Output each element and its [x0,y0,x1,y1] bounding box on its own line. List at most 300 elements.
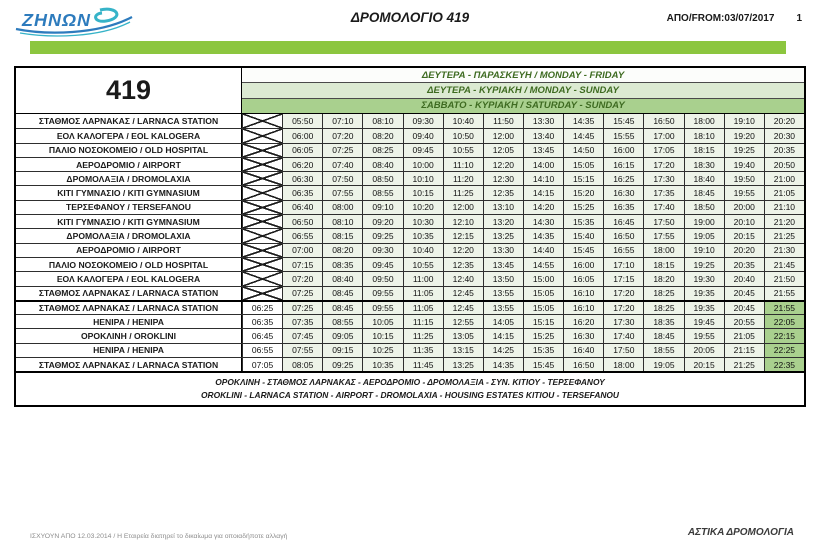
time-cell: 15:35 [563,215,603,228]
time-cell: 14:05 [483,315,523,328]
time-cell: 11:45 [403,358,443,371]
time-cell: 07:25 [322,144,362,157]
time-cell: 14:30 [523,215,563,228]
time-cell: 18:45 [684,186,724,199]
timetable-row [16,114,804,128]
time-cell: 17:50 [643,215,683,228]
station-cell: ΕΟΛ ΚΑΛΟΓΕΡΑ / EOL KALOGERA [16,272,242,285]
time-cell: 20:00 [724,201,764,214]
time-cell: 11:05 [403,302,443,314]
time-cell: 17:30 [603,315,643,328]
time-cell: 06:55 [242,344,282,357]
time-cell: 09:45 [362,258,402,271]
day-header-column [242,68,804,113]
time-cell: 21:30 [764,244,804,257]
time-cell: 06:25 [242,302,282,314]
time-cell: 14:15 [523,186,563,199]
time-cell: 20:20 [724,244,764,257]
time-cell: 08:05 [282,358,322,371]
time-cell: 20:40 [724,272,764,285]
time-cell: 11:35 [403,344,443,357]
time-cell: 12:20 [443,244,483,257]
time-cell: 17:50 [603,344,643,357]
from-label: ΑΠΟ/FROM:03/07/2017 [666,13,775,24]
time-cell: 22:25 [764,344,804,357]
timetable-row [16,314,804,328]
time-cell: 10:15 [362,329,402,342]
time-cell: 08:40 [362,158,402,171]
no-service-cross [242,172,282,185]
timetable-row [16,286,804,300]
time-cell: 18:40 [684,172,724,185]
time-cell: 21:25 [724,358,764,371]
time-cell: 22:15 [764,329,804,342]
time-cell: 06:55 [282,229,322,242]
station-cell: ΣΤΑΘΜΟΣ ΛΑΡΝΑΚΑΣ / LARNACA STATION [16,302,242,314]
time-cell: 08:20 [362,129,402,142]
timetable-row [16,343,804,357]
time-cell: 21:10 [764,201,804,214]
time-cell: 16:00 [563,258,603,271]
time-cell: 11:20 [443,172,483,185]
time-cell: 16:20 [563,315,603,328]
time-cell: 13:10 [483,201,523,214]
time-cell: 21:45 [764,258,804,271]
route-description [16,371,804,405]
time-cell: 08:55 [362,186,402,199]
service-category: ΑΣΤΙΚΑ ΔΡΟΜΟΛΟΓΙΑ [687,527,794,538]
time-cell: 10:55 [403,258,443,271]
time-cell: 19:05 [684,229,724,242]
time-cell: 06:35 [282,186,322,199]
station-cell: ΠΑΛΙΟ ΝΟΣΟΚΟΜΕΙΟ / OLD HOSPITAL [16,258,242,271]
timetable-row [16,228,804,242]
time-cell: 13:25 [483,229,523,242]
timetable-row [16,128,804,142]
time-cell: 12:35 [443,258,483,271]
time-cell: 18:25 [643,287,683,300]
time-cell: 16:10 [563,302,603,314]
time-cell: 12:45 [443,287,483,300]
time-cell: 12:30 [483,172,523,185]
time-cell: 16:25 [603,172,643,185]
no-service-cross [242,129,282,142]
time-cell: 14:40 [523,244,563,257]
time-cell: 14:00 [523,158,563,171]
time-cell: 13:50 [483,272,523,285]
time-cell: 17:55 [643,229,683,242]
time-cell: 21:25 [764,229,804,242]
time-cell: 17:05 [643,144,683,157]
time-cell: 08:45 [322,287,362,300]
time-cell: 19:10 [724,114,764,128]
time-cell: 15:25 [563,201,603,214]
time-cell: 18:55 [643,344,683,357]
time-cell: 07:55 [322,186,362,199]
time-cell: 16:50 [643,114,683,128]
time-cell: 12:10 [443,215,483,228]
day-header-monday-sunday: ΔΕΥΤΕΡΑ - ΚΥΡΙΑΚΗ / MONDAY - SUNDAY [242,82,804,97]
time-cell: 15:25 [523,329,563,342]
time-cell: 16:10 [563,287,603,300]
time-cell: 20:45 [724,302,764,314]
time-cell: 21:05 [764,186,804,199]
time-cell: 15:35 [523,344,563,357]
time-cell: 10:10 [403,172,443,185]
time-cell: 15:00 [523,272,563,285]
time-cell: 08:00 [322,201,362,214]
time-cell: 16:50 [603,229,643,242]
green-divider-bar [30,41,786,54]
time-cell: 20:10 [724,215,764,228]
time-cell: 17:30 [643,172,683,185]
time-cell: 08:35 [322,258,362,271]
time-cell: 06:00 [282,129,322,142]
time-cell: 12:00 [443,201,483,214]
time-cell: 18:20 [643,272,683,285]
time-cell: 14:25 [483,344,523,357]
time-cell: 12:45 [443,302,483,314]
time-cell: 09:55 [362,287,402,300]
no-service-cross [242,158,282,171]
time-cell: 11:25 [443,186,483,199]
time-cell: 07:10 [322,114,362,128]
time-cell: 16:45 [603,215,643,228]
time-cell: 22:35 [764,358,804,371]
time-cell: 10:35 [362,358,402,371]
time-cell: 21:00 [764,172,804,185]
timetable-row [16,157,804,171]
time-cell: 07:20 [282,272,322,285]
time-cell: 10:25 [362,344,402,357]
time-cell: 07:45 [282,329,322,342]
time-cell: 18:00 [684,114,724,128]
time-cell: 10:15 [403,186,443,199]
time-cell: 18:15 [684,144,724,157]
time-cell: 18:50 [684,201,724,214]
time-cell: 06:40 [282,201,322,214]
time-cell: 16:15 [603,158,643,171]
time-cell: 16:30 [563,329,603,342]
time-cell: 17:00 [643,129,683,142]
time-cell: 15:45 [603,114,643,128]
time-cell: 07:50 [322,172,362,185]
time-cell: 10:40 [403,244,443,257]
time-cell: 07:35 [282,315,322,328]
timetable [14,66,806,407]
time-cell: 11:50 [483,114,523,128]
time-cell: 13:30 [483,244,523,257]
time-cell: 19:35 [684,302,724,314]
time-cell: 17:15 [603,272,643,285]
time-cell: 07:25 [282,287,322,300]
station-cell: ΚΙΤΙ ΓΥΜΝΑΣΙΟ / KITI GYMNASIUM [16,215,242,228]
time-cell: 12:35 [483,186,523,199]
time-cell: 06:20 [282,158,322,171]
timetable-row [16,271,804,285]
time-cell: 17:35 [643,186,683,199]
time-cell: 09:45 [403,144,443,157]
time-cell: 20:15 [724,229,764,242]
time-cell: 08:25 [362,144,402,157]
time-cell: 17:40 [643,201,683,214]
time-cell: 18:00 [603,358,643,371]
time-cell: 12:05 [483,144,523,157]
no-service-cross [242,201,282,214]
time-cell: 20:05 [684,344,724,357]
time-cell: 19:55 [684,329,724,342]
station-cell: ΗΕΝΙΡΑ / HENIPA [16,315,242,328]
time-cell: 15:45 [523,358,563,371]
timetable-row [16,185,804,199]
time-cell: 19:10 [684,244,724,257]
time-cell: 18:35 [643,315,683,328]
time-cell: 19:55 [724,186,764,199]
timetable-row [16,328,804,342]
time-cell: 13:30 [523,114,563,128]
time-cell: 17:40 [603,329,643,342]
time-cell: 16:40 [563,344,603,357]
time-cell: 07:25 [282,302,322,314]
time-cell: 19:25 [684,258,724,271]
time-cell: 13:45 [483,258,523,271]
no-service-cross [242,114,282,128]
time-cell: 07:15 [282,258,322,271]
time-cell: 17:20 [643,158,683,171]
time-cell: 09:30 [362,244,402,257]
no-service-cross [242,229,282,242]
time-cell: 19:05 [643,358,683,371]
time-cell: 19:45 [684,315,724,328]
time-cell: 08:45 [322,302,362,314]
validity-note: ΙΣΧΥΟΥΝ ΑΠΟ 12.03.2014 / Η Εταιρεία διατηρεί το δικαίωμα για οποιαδήποτε αλλαγή [30,533,288,540]
timetable-row [16,300,804,314]
no-service-cross [242,272,282,285]
time-cell: 12:40 [443,272,483,285]
timetable-header [16,68,804,114]
time-cell: 14:35 [523,229,563,242]
time-cell: 15:40 [563,229,603,242]
time-cell: 07:55 [282,344,322,357]
time-cell: 09:50 [362,272,402,285]
route-line-greek: ΟΡΟΚΛΙΝΗ - ΣΤΑΘΜΟΣ ΛΑΡΝΑΚΑΣ - ΑΕΡΟΔΡΟΜΙΟ - ΔΡΟΜΟΛΑΞΙΑ - ΣΥΝ. ΚΙΤΙΟΥ - ΤΕΡΣΕΦΑΝΟΥ [215,377,605,388]
time-cell: 09:25 [322,358,362,371]
station-cell: ΣΤΑΘΜΟΣ ΛΑΡΝΑΚΑΣ / LARNACA STATION [16,114,242,128]
time-cell: 20:30 [764,129,804,142]
time-cell: 08:15 [322,229,362,242]
time-cell: 10:00 [403,158,443,171]
time-cell: 17:20 [603,302,643,314]
time-cell: 06:30 [282,172,322,185]
time-cell: 19:30 [684,272,724,285]
time-cell: 16:30 [603,186,643,199]
time-cell: 21:05 [724,329,764,342]
time-cell: 09:55 [362,302,402,314]
timetable-row [16,243,804,257]
time-cell: 18:30 [684,158,724,171]
time-cell: 14:10 [523,172,563,185]
time-cell: 08:40 [322,272,362,285]
time-cell: 07:40 [322,158,362,171]
time-cell: 20:35 [764,144,804,157]
time-cell: 13:40 [523,129,563,142]
time-cell: 16:35 [603,201,643,214]
time-cell: 06:05 [282,144,322,157]
time-cell: 10:20 [403,201,443,214]
time-cell: 11:10 [443,158,483,171]
time-cell: 11:15 [403,315,443,328]
time-cell: 14:50 [563,144,603,157]
station-cell: ΑΕΡΟΔΡΟΜΙΟ / AIRPORT [16,158,242,171]
time-cell: 15:15 [523,315,563,328]
time-cell: 05:50 [282,114,322,128]
time-cell: 18:00 [643,244,683,257]
time-cell: 08:20 [322,244,362,257]
time-cell: 09:15 [322,344,362,357]
time-cell: 06:45 [242,329,282,342]
time-cell: 08:10 [362,114,402,128]
page-number: 1 [796,13,802,24]
time-cell: 20:55 [724,315,764,328]
no-service-cross [242,244,282,257]
time-cell: 16:00 [603,144,643,157]
time-cell: 19:50 [724,172,764,185]
time-cell: 19:00 [684,215,724,228]
timetable-row [16,357,804,371]
page-title: ΔΡΟΜΟΛΟΓΙΟ 419 [350,10,470,25]
time-cell: 10:05 [362,315,402,328]
timetable-row [16,143,804,157]
time-cell: 11:25 [403,329,443,342]
no-service-cross [242,144,282,157]
time-cell: 07:20 [322,129,362,142]
time-cell: 10:40 [443,114,483,128]
time-cell: 15:05 [523,287,563,300]
valid-from-date [667,13,802,24]
time-cell: 14:15 [483,329,523,342]
time-cell: 07:00 [282,244,322,257]
time-cell: 08:10 [322,215,362,228]
time-cell: 22:05 [764,315,804,328]
time-cell: 10:55 [443,144,483,157]
station-cell: ΔΡΟΜΟΛΑΞΙΑ / DROMOLAXIA [16,172,242,185]
time-cell: 19:35 [684,287,724,300]
time-cell: 21:55 [764,287,804,300]
time-cell: 09:40 [403,129,443,142]
time-cell: 20:50 [764,158,804,171]
time-cell: 14:45 [563,129,603,142]
time-cell: 13:55 [483,302,523,314]
no-service-cross [242,186,282,199]
time-cell: 21:20 [764,215,804,228]
station-cell: ΤΕΡΣΕΦΑΝΟΥ / TERSEFANOU [16,201,242,214]
time-cell: 16:55 [603,244,643,257]
time-cell: 18:25 [643,302,683,314]
route-line-english: OROKLINI - LARNACA STATION - AIRPORT - DROMOLAXIA - HOUSING ESTATES KITIOU - TERSEFANOU [201,390,619,401]
time-cell: 10:50 [443,129,483,142]
time-cell: 13:15 [443,344,483,357]
time-cell: 15:45 [563,244,603,257]
no-service-cross [242,215,282,228]
time-cell: 15:05 [523,302,563,314]
station-cell: ΟΡΟΚΛΙΝΗ / OROKLINI [16,329,242,342]
time-cell: 08:55 [322,315,362,328]
no-service-cross [242,258,282,271]
time-cell: 13:55 [483,287,523,300]
time-cell: 06:50 [282,215,322,228]
time-cell: 06:35 [242,315,282,328]
time-cell: 12:00 [483,129,523,142]
time-cell: 13:20 [483,215,523,228]
time-cell: 18:15 [643,258,683,271]
time-cell: 15:20 [563,186,603,199]
time-cell: 09:25 [362,229,402,242]
timetable-row [16,171,804,185]
no-service-cross [242,287,282,300]
time-cell: 18:45 [643,329,683,342]
time-cell: 13:25 [443,358,483,371]
time-cell: 17:20 [603,287,643,300]
time-cell: 20:35 [724,258,764,271]
time-cell: 12:15 [443,229,483,242]
timetable-row [16,257,804,271]
time-cell: 19:40 [724,158,764,171]
route-number: 419 [16,68,242,113]
time-cell: 20:20 [764,114,804,128]
time-cell: 21:15 [724,344,764,357]
time-cell: 15:15 [563,172,603,185]
station-cell: ΗΕΝΙΡΑ / HENIPA [16,344,242,357]
station-cell: ΣΤΑΘΜΟΣ ΛΑΡΝΑΚΑΣ / LARNACA STATION [16,287,242,300]
time-cell: 11:00 [403,272,443,285]
time-cell: 16:05 [563,272,603,285]
station-cell: ΕΟΛ ΚΑΛΟΓΕΡΑ / EOL KALOGERA [16,129,242,142]
station-cell: ΑΕΡΟΔΡΟΜΙΟ / AIRPORT [16,244,242,257]
station-cell: ΔΡΟΜΟΛΑΞΙΑ / DROMOLAXIA [16,229,242,242]
time-cell: 17:10 [603,258,643,271]
time-cell: 13:05 [443,329,483,342]
time-cell: 09:20 [362,215,402,228]
station-cell: ΠΑΛΙΟ ΝΟΣΟΚΟΜΕΙΟ / OLD HOSPITAL [16,144,242,157]
time-cell: 21:55 [764,302,804,314]
time-cell: 14:35 [563,114,603,128]
time-cell: 15:05 [563,158,603,171]
time-cell: 11:05 [403,287,443,300]
station-cell: ΣΤΑΘΜΟΣ ΛΑΡΝΑΚΑΣ / LARNACA STATION [16,358,242,371]
time-cell: 09:10 [362,201,402,214]
timetable-row [16,214,804,228]
time-cell: 08:50 [362,172,402,185]
timetable-row [16,200,804,214]
time-cell: 09:05 [322,329,362,342]
time-cell: 10:35 [403,229,443,242]
time-cell: 12:20 [483,158,523,171]
station-cell: ΚΙΤΙ ΓΥΜΝΑΣΙΟ / KITI GYMNASIUM [16,186,242,199]
time-cell: 12:55 [443,315,483,328]
time-cell: 18:10 [684,129,724,142]
day-header-saturday-sunday: ΣΑΒΒΑΤΟ - ΚΥΡΙΑΚΗ / SATURDAY - SUNDAY [242,98,804,113]
logo-text: ΖΗΝΩΝ [22,10,92,30]
time-cell: 10:30 [403,215,443,228]
time-cell: 19:25 [724,144,764,157]
day-header-monday-friday: ΔΕΥΤΕΡΑ - ΠΑΡΑΣΚΕΥΗ / MONDAY - FRIDAY [242,68,804,82]
timetable-rows [16,114,804,371]
time-cell: 21:50 [764,272,804,285]
time-cell: 15:55 [603,129,643,142]
time-cell: 07:05 [242,358,282,371]
time-cell: 14:20 [523,201,563,214]
time-cell: 13:45 [523,144,563,157]
